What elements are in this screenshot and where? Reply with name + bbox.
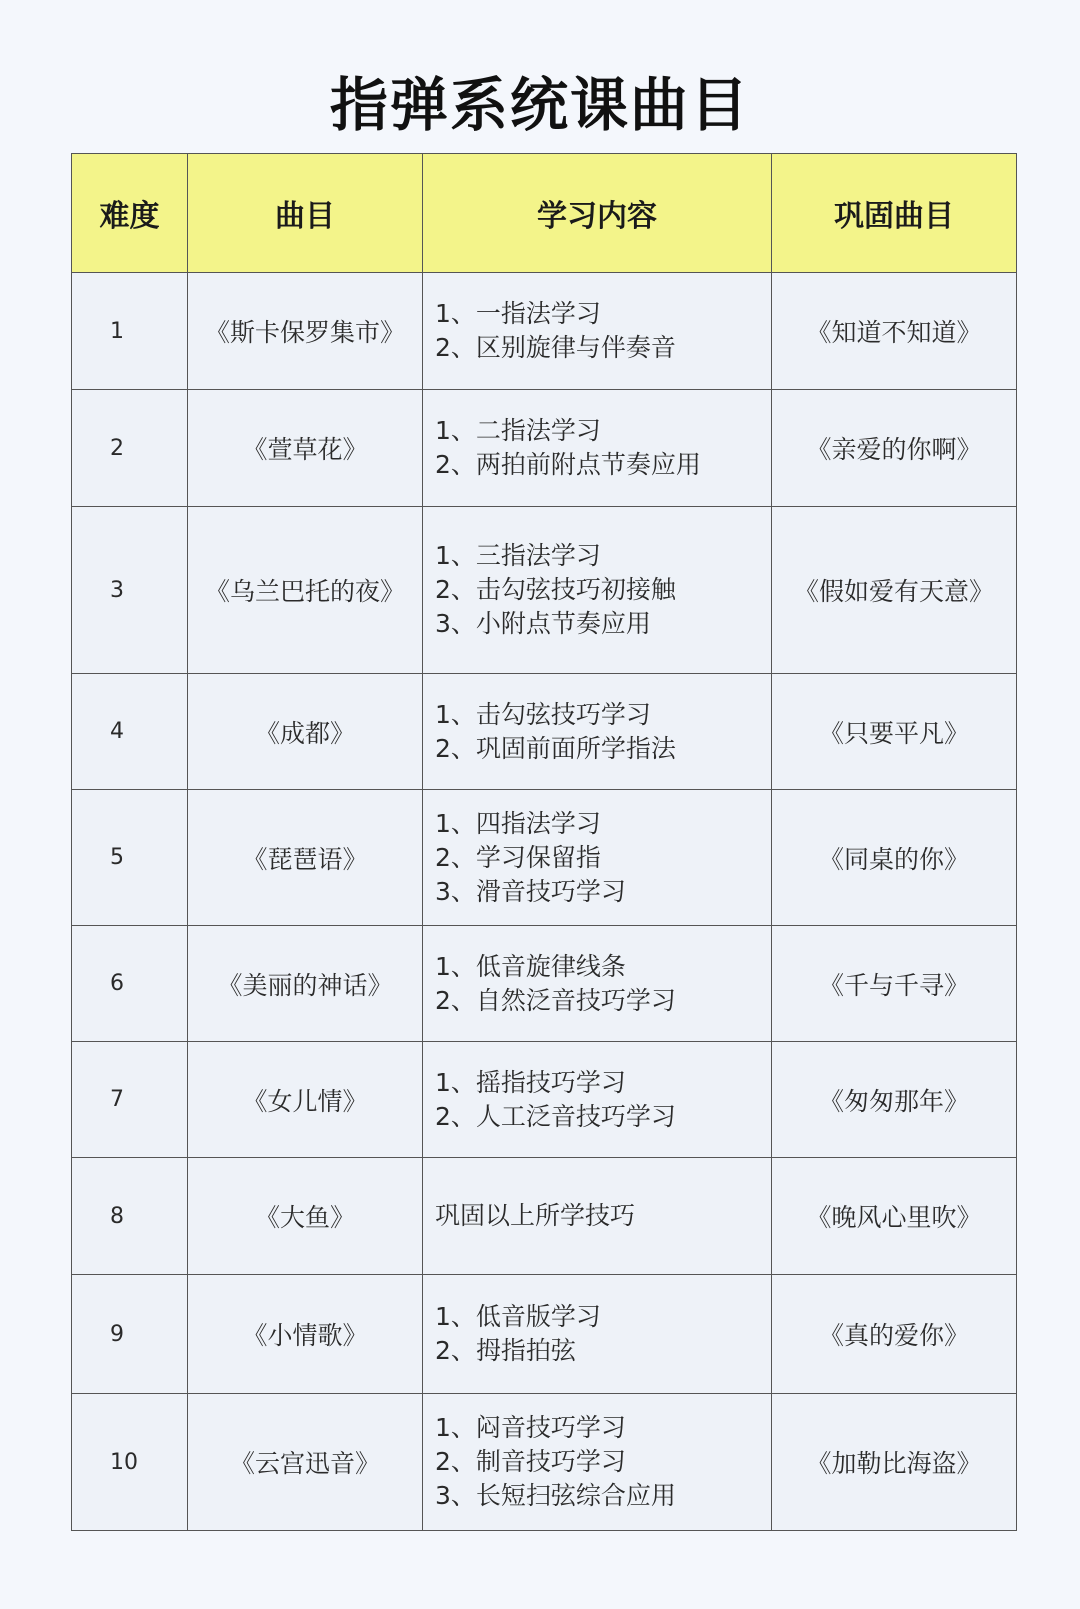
cell-level: 7 — [72, 1042, 188, 1158]
content-line: 2、制音技巧学习 — [435, 1447, 626, 1476]
cell-song: 《乌兰巴托的夜》 — [188, 507, 423, 674]
cell-level: 6 — [72, 926, 188, 1042]
cell-level: 1 — [72, 273, 188, 390]
page-title: 指弹系统课曲目 — [329, 71, 750, 139]
cell-content — [423, 1042, 772, 1158]
cell-level: 3 — [72, 507, 188, 674]
course-table — [71, 153, 1017, 1531]
cell-content — [423, 507, 772, 674]
content-line: 1、三指法学习 — [435, 541, 601, 570]
cell-consolidate: 《加勒比海盗》 — [772, 1394, 1017, 1531]
cell-level: 10 — [72, 1394, 188, 1531]
cell-consolidate: 《千与千寻》 — [772, 926, 1017, 1042]
content-line: 1、摇指技巧学习 — [435, 1067, 626, 1097]
table-body — [72, 273, 1017, 1531]
content-line: 2、巩固前面所学指法 — [435, 733, 676, 763]
content-line: 2、学习保留指 — [435, 842, 601, 872]
cell-consolidate: 《知道不知道》 — [772, 273, 1017, 390]
table-row — [72, 390, 1017, 507]
cell-level: 5 — [72, 790, 188, 926]
cell-level: 4 — [72, 674, 188, 790]
cell-content — [423, 926, 772, 1042]
table-row — [72, 1275, 1017, 1394]
cell-song: 《成都》 — [188, 674, 423, 790]
header-content: 学习内容 — [423, 154, 772, 273]
header-level: 难度 — [72, 154, 188, 273]
cell-song: 《萱草花》 — [188, 390, 423, 507]
cell-song: 《斯卡保罗集市》 — [188, 273, 423, 390]
content-line: 3、长短扫弦综合应用 — [435, 1481, 676, 1510]
content-line: 2、击勾弦技巧初接触 — [435, 575, 676, 604]
content-line: 2、自然泛音技巧学习 — [435, 985, 676, 1015]
table-row — [72, 926, 1017, 1042]
cell-content — [423, 790, 772, 926]
content-line: 1、四指法学习 — [435, 808, 601, 838]
cell-consolidate: 《亲爱的你啊》 — [772, 390, 1017, 507]
cell-content — [423, 273, 772, 390]
table-row — [72, 1042, 1017, 1158]
content-line: 2、拇指拍弦 — [435, 1336, 576, 1365]
content-line: 1、低音版学习 — [435, 1302, 601, 1331]
cell-song: 《琵琶语》 — [188, 790, 423, 926]
cell-level: 8 — [72, 1158, 188, 1275]
header-song: 曲目 — [188, 154, 423, 273]
cell-level: 2 — [72, 390, 188, 507]
cell-consolidate: 《晚风心里吹》 — [772, 1158, 1017, 1275]
header-consolidate: 巩固曲目 — [772, 154, 1017, 273]
table-row — [72, 1394, 1017, 1531]
cell-consolidate: 《只要平凡》 — [772, 674, 1017, 790]
table-row — [72, 273, 1017, 390]
content-line: 2、两拍前附点节奏应用 — [435, 450, 701, 479]
content-line: 3、小附点节奏应用 — [435, 609, 651, 638]
cell-consolidate: 《同桌的你》 — [772, 790, 1017, 926]
table-row — [72, 1158, 1017, 1275]
cell-content — [423, 674, 772, 790]
cell-song: 《美丽的神话》 — [188, 926, 423, 1042]
cell-content — [423, 1394, 772, 1531]
content-line: 1、二指法学习 — [435, 416, 601, 445]
table-row — [72, 507, 1017, 674]
cell-song: 《小情歌》 — [188, 1275, 423, 1394]
content-line: 巩固以上所学技巧 — [435, 1201, 636, 1230]
content-line: 3、滑音技巧学习 — [435, 876, 626, 906]
content-line: 1、击勾弦技巧学习 — [435, 699, 651, 729]
cell-song: 《云宫迅音》 — [188, 1394, 423, 1531]
content-line: 1、一指法学习 — [435, 299, 601, 328]
cell-content — [423, 390, 772, 507]
cell-consolidate: 《真的爱你》 — [772, 1275, 1017, 1394]
table-row — [72, 674, 1017, 790]
content-line: 2、区别旋律与伴奏音 — [435, 333, 676, 362]
content-line: 1、低音旋律线条 — [435, 951, 626, 981]
table-header-row — [72, 154, 1017, 273]
cell-consolidate: 《假如爱有天意》 — [772, 507, 1017, 674]
cell-song: 《女儿情》 — [188, 1042, 423, 1158]
cell-content — [423, 1275, 772, 1394]
cell-content — [423, 1158, 772, 1275]
content-line: 2、人工泛音技巧学习 — [435, 1101, 676, 1131]
table-row — [72, 790, 1017, 926]
cell-consolidate: 《匆匆那年》 — [772, 1042, 1017, 1158]
cell-song: 《大鱼》 — [188, 1158, 423, 1275]
content-line: 1、闷音技巧学习 — [435, 1413, 626, 1442]
cell-level: 9 — [72, 1275, 188, 1394]
